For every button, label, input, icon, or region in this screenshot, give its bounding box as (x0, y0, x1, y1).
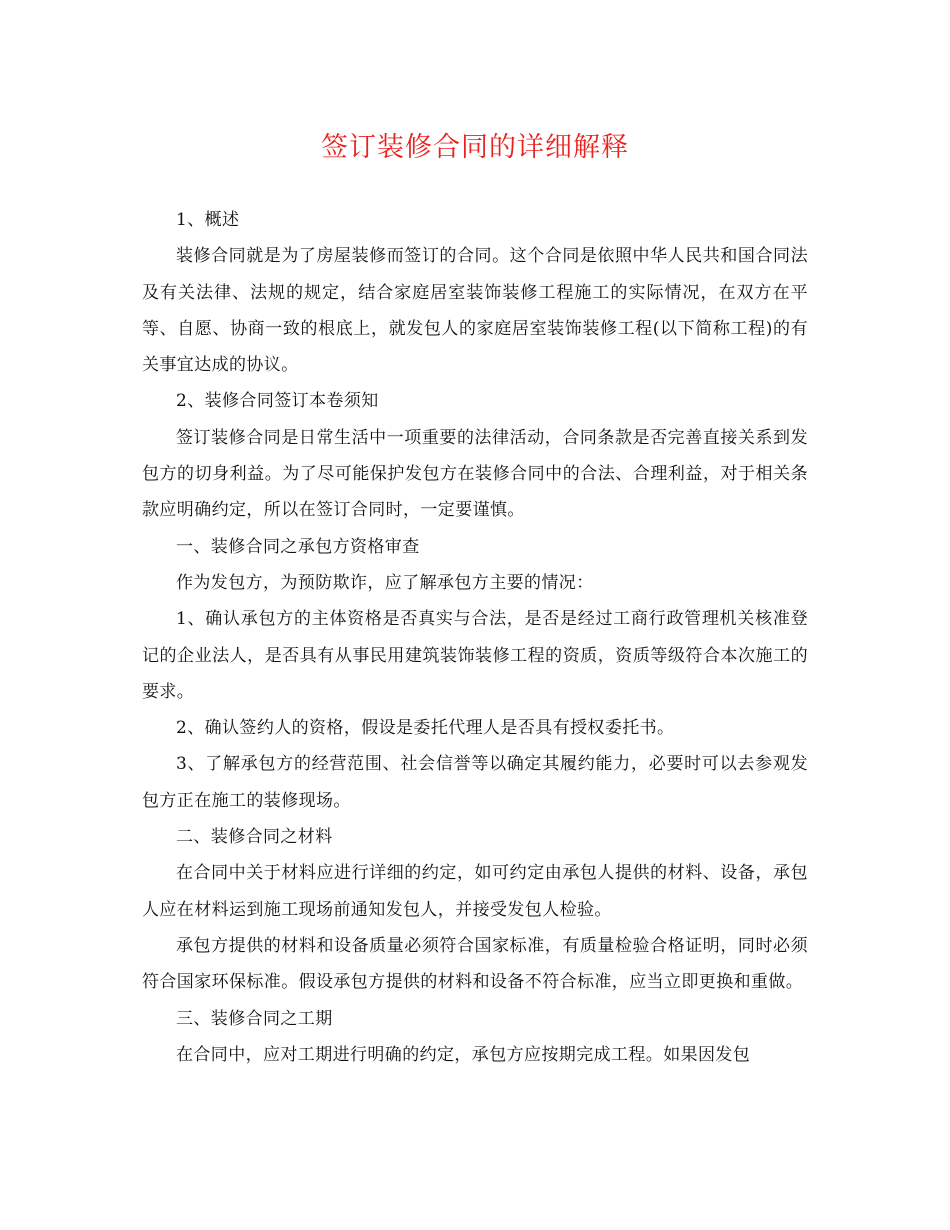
section-heading-materials: 二、装修合同之材料 (176, 827, 333, 848)
section-heading-schedule: 三、装修合同之工期 (176, 1008, 333, 1029)
paragraph-overview-heading: 1、概述 (176, 210, 240, 230)
section-heading-qualification: 一、装修合同之承包方资格审查 (176, 536, 420, 557)
document-title: 签订装修合同的详细解释 (321, 132, 629, 163)
paragraph-notes-heading: 2、装修合同签订本卷须知 (176, 391, 379, 412)
document-body (142, 202, 808, 1073)
paragraph-materials-1: 在合同中关于材料应进行详细的约定，如可约定由承包人提供的材料、设备，承包人应在材料运到施工现场前通知发包人，并接受发包人检验。 (142, 863, 808, 920)
paragraph-overview-body: 装修合同就是为了房屋装修而签订的合同。这个合同是依照中华人民共和国合同法及有关法律、法规的规定，结合家庭居室装饰装修工程施工的实际情况，在双方在平等、自愿、协商一致的根底上，就发包人的家庭居室装饰装修工程(以下简称工程)的有关事宜达成的协议。 (142, 246, 808, 376)
paragraph-schedule-1: 在合同中，应对工期进行明确的约定，承包方应按期完成工程。如果因发包 (176, 1044, 751, 1065)
list-item-qualification-2: 2、确认签约人的资格，假设是委托代理人是否具有授权委托书。 (176, 718, 675, 739)
paragraph-qualification-intro: 作为发包方，为预防欺诈，应了解承包方主要的情况： (176, 572, 594, 593)
paragraph-materials-2: 承包方提供的材料和设备质量必须符合国家标准，有质量检验合格证明，同时必须符合国家环保标准。假设承包方提供的材料和设备不符合标准，应当立即更换和重做。 (142, 935, 808, 993)
list-item-qualification-3: 3、了解承包方的经营范围、社会信誉等以确定其履约能力，必要时可以去参观发包方正在施工的装修现场。 (142, 754, 808, 811)
list-item-qualification-1: 1、确认承包方的主体资格是否真实与合法，是否是经过工商行政管理机关核准登记的企业法人，是否具有从事民用建筑装饰装修工程的资质，资质等级符合本次施工的要求。 (142, 609, 808, 702)
paragraph-notes-body: 签订装修合同是日常生活中一项重要的法律活动，合同条款是否完善直接关系到发包方的切身利益。为了尽可能保护发包方在装修合同中的合法、合理利益，对于相关条款应明确约定，所以在签订合同时，一定要谨慎。 (142, 427, 808, 521)
